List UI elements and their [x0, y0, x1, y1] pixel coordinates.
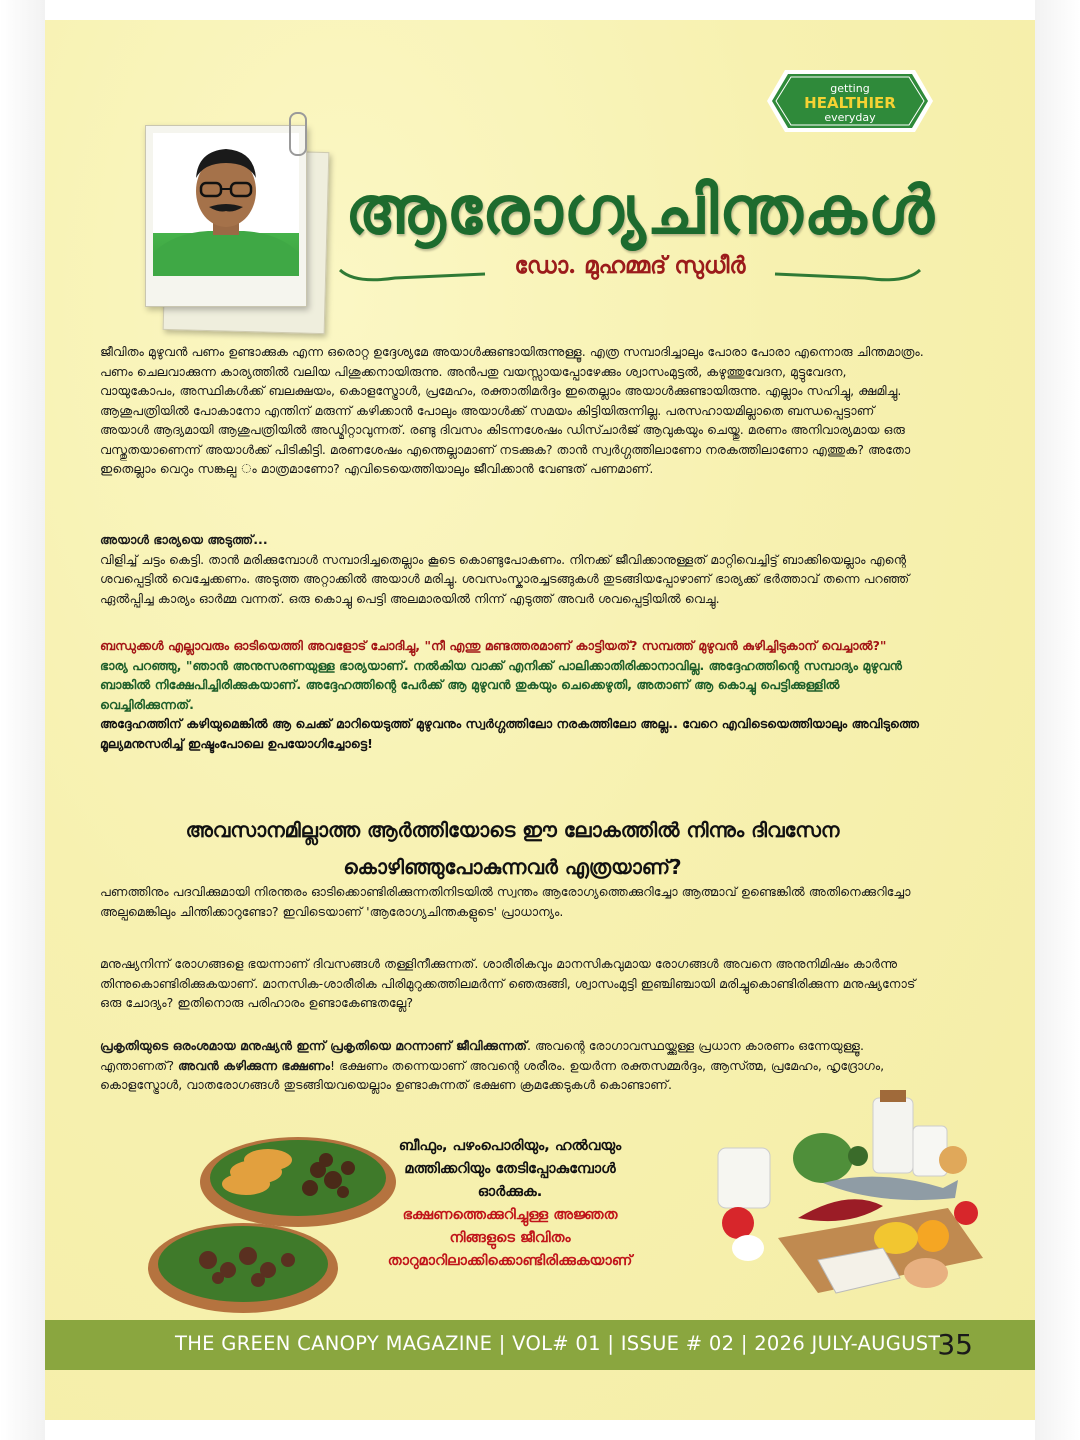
author-portrait	[153, 133, 299, 276]
fifth-text-b: ! ഭക്ഷണം തന്നെയാണ് അവന്റെ ശരീരം. ഉയർന്ന രക്തസമ്മർദ്ദം, ആസ്ത്മ, പ്രമേഹം, ഹൃദ്രോഗം, കൊളസ്ട്രോൾ, വാതരോഗങ്ങൾ തുടങ്ങിയവയെല്ലാം ഉണ്ടാകുന്നത് ഭക്ഷണ ക്രമക്കേടുകൾ കൊണ്ടാണ്.	[100, 1057, 885, 1092]
article-section-5	[100, 1036, 925, 1095]
dialogue-block	[100, 636, 925, 753]
healthy-food-image	[708, 1088, 993, 1320]
wife-answer: ഭാര്യ പറഞ്ഞു, "ഞാൻ അനുസരണയുള്ള ഭാര്യയാണ്. നൽകിയ വാക്ക് എനിക്ക് പാലിക്കാതിരിക്കാനാവില്ല. അദ്ദേഹത്തിന്റെ സമ്പാദ്യം മുഴുവൻ ബാങ്കിൽ നിക്ഷേപിച്ചിരിക്കുകയാണ്. അദ്ദേഹത്തിന്റെ പേർക്ക് ആ മുഴുവൻ തുകയും ചെക്കെഴുതി, അതാണ് ആ കൊച്ചു പെട്ടിക്കുള്ളിൽ വെച്ചിരിക്കുന്നത്.	[100, 657, 903, 712]
healthier-badge	[765, 68, 935, 134]
callout-line5: നിങ്ങളുടെ ജീവിതം	[449, 1230, 571, 1246]
author-row	[335, 248, 925, 288]
badge-line3: everyday	[824, 111, 876, 124]
callout-line6: താറുമാറിലാക്കിക്കൊണ്ടിരിക്കുകയാണ്	[387, 1253, 633, 1269]
page-title: ആരോഗ്യചിന്തകൾ	[345, 171, 935, 249]
food-statement: അവൻ കഴിക്കുന്ന ഭക്ഷണം	[178, 1057, 331, 1073]
author-photo	[145, 125, 307, 307]
highlight-question	[100, 812, 925, 886]
relatives-question: ബന്ധുക്കൾ എല്ലാവരും ഓടിയെത്തി അവളോട് ചോദിച്ചു, "നീ എന്തു മണ്ടത്തരമാണ് കാട്ടിയത്? സമ്പത്ത് മുഴുവൻ കുഴിച്ചിടുകാന് വെച്ചാൽ?"	[100, 638, 887, 653]
callout-line2: മത്തിക്കറിയും തേടിപ്പോകുമ്പോൾ	[404, 1161, 616, 1177]
left-margin	[0, 0, 45, 1440]
highlight-question-line2: കൊഴിഞ്ഞുപോകുന്നവർ എത്രയാണ്?	[343, 855, 682, 879]
article-section-3	[100, 882, 925, 921]
article-section-4	[100, 954, 925, 1013]
section-subheading: അയാൾ ഭാര്യയെ അടുത്ത്...	[100, 532, 268, 547]
article-intro	[100, 342, 925, 479]
author-name: ഡോ. മുഹമ്മദ് സുധീർ	[514, 252, 746, 279]
fifth-paragraph	[100, 1036, 925, 1095]
badge-line1: getting	[830, 82, 870, 95]
food-warning-callout	[350, 1135, 670, 1273]
portrait-illustration	[153, 133, 299, 276]
nature-statement: പ്രകൃതിയുടെ ഒരംശമായ മനുഷ്യൻ ഇന്ന് പ്രകൃതിയെ മറന്നാണ് ജീവിക്കുന്നത്	[100, 1038, 528, 1053]
third-paragraph: പണത്തിനും പദവിക്കുമായി നിരന്തരം ഓടിക്കൊണ്ടിരിക്കുന്നതിനിടയിൽ സ്വന്തം ആരോഗ്യത്തെക്കുറിച്ചോ ആത്മാവ് ഉണ്ടെങ്കിൽ അതിനെക്കുറിച്ചോ അല്പമെങ്കിലും ചിന്തിക്കാറുണ്ടോ? ഇവിടെയാണ് 'ആരോഗ്യചിന്തകളുടെ' പ്രാധാന്യം.	[100, 884, 911, 919]
footer-bar	[45, 1320, 1035, 1370]
intro-paragraph: ജീവിതം മുഴുവൻ പണം ഉണ്ടാക്കുക എന്ന ഒരൊറ്റ ഉദ്ദേശ്യമേ അയാൾക്കുണ്ടായിരുന്നുള്ളൂ. എത്ര സമ്പാദിച്ചാലും പോരാ പോരാ എന്നൊരു ചിന്തമാത്രം. പണം ചെലവാക്കുന്ന കാര്യത്തിൽ വലിയ പിശുക്കനായിരുന്നു. അൻപതു വയസ്സായപ്പോഴേക്കും ശ്വാസംമുട്ടൽ, കഴുത്തുവേദന, മുട്ടുവേദന, വായുകോപം, അസ്ഥികൾക്ക് ബലക്ഷയം, കൊളസ്ട്രോൾ, പ്രമേഹം, രക്താതിമർദ്ദം ഇതെല്ലാം അയാൾക്കുണ്ടായിരുന്നു. എല്ലാം സഹിച്ചു, ക്ഷമിച്ചു. ആശുപത്രിയിൽ പോകാനോ എന്തിന് മരുന്ന് കഴിക്കാൻ പോലും അയാൾക്ക് സമയം കിട്ടിയിരുന്നില്ല. പരസഹായമില്ലാതെ ബന്ധപ്പെട്ടാണ് അയാൾ ആദ്യമായി ആശുപത്രിയിൽ അഡ്മിറ്റാവുന്നത്. രണ്ടു ദിവസം കിടന്നശേഷം ഡിസ്ചാർജ് ആവുകയും ചെയ്തു. മരണം അനിവാര്യമായ ഒരു വസ്തുതയാണെന്ന് അയാൾക്ക് പിടികിട്ടി. മരണശേഷം എന്തെല്ലാമാണ് നടക്കുക? താൻ സ്വർഗ്ഗത്തിലാണോ നരകത്തിലാണോ എത്തുക? അതോ ഇതെല്ലാം വെറും സങ്കല്പ ം മാത്രമാണോ? എവിടെയെത്തിയാലും ജീവിക്കാൻ വേണ്ടത് പണമാണ്.	[100, 344, 924, 476]
magazine-info: THE GREEN CANOPY MAGAZINE | VOL# 01 | ISSUE # 02 | 2026 JULY-AUGUST	[175, 1332, 941, 1355]
callout-line1: ബീഫും, പഴംപൊരിയും, ഹൽവയും	[398, 1138, 622, 1154]
callout-line4: ഭക്ഷണത്തെക്കുറിച്ചുള്ള അജ്ഞത	[402, 1207, 618, 1223]
header	[330, 170, 950, 250]
fifth-text-a: . അവന്റെ രോഗാവസ്ഥയ്ക്കുള്ള പ്രധാന കാരണം ഒന്നേയുള്ളൂ. എന്താണത്?	[100, 1038, 864, 1073]
second-paragraph: വിളിച്ച് ചട്ടം കെട്ടി. താൻ മരിക്കുമ്പോൾ സമ്പാദിച്ചതെല്ലാം കൂടെ കൊണ്ടുപോകണം. നിനക്ക് ജീവിക്കാനുള്ളത് മാറ്റിവെച്ചിട്ട് ബാക്കിയെല്ലാം എന്റെ ശവപ്പെട്ടിൽ വെച്ചേക്കണം. അടുത്ത അറ്റാക്കിൽ അയാൾ മരിച്ചു. ശവസംസ്കാരച്ചടങ്ങുകൾ തുടങ്ങിയപ്പോഴാണ് ഭാര്യക്ക് ഭർത്താവ് തന്നെ പറഞ്ഞ് ഏൽപ്പിച്ച കാര്യം ഓർമ്മ വന്നത്. ഒരു കൊച്ചു പെട്ടി അലമാരയിൽ നിന്ന് എടുത്ത് അവർ ശവപ്പെട്ടിയിൽ വെച്ചു.	[100, 551, 910, 606]
article-section-2	[100, 530, 925, 608]
closing-remark: അദ്ദേഹത്തിന് കഴിയുമെങ്കിൽ ആ ചെക്ക് മാറിയെടുത്ത് മുഴുവനും സ്വർഗ്ഗത്തിലോ നരകത്തിലോ അല്ല.. വേറെ എവിടെയെത്തിയാലും അവിടുത്തെ മൂല്യമനുസരിച്ച് ഇഷ്ടംപോലെ ഉപയോഗിച്ചോട്ടെ!	[100, 716, 920, 751]
highlight-question-line1: അവസാനമില്ലാത്ത ആർത്തിയോടെ ഈ ലോകത്തിൽ നിന്നും ദിവസേന	[185, 818, 840, 842]
page-number: 35	[937, 1328, 973, 1361]
right-margin	[1035, 0, 1080, 1440]
badge-line2: HEALTHIER	[804, 94, 896, 112]
paperclip-icon	[289, 112, 307, 156]
callout-line3: ഓർക്കുക.	[477, 1184, 543, 1200]
fourth-paragraph: മനുഷ്യനിന്ന് രോഗങ്ങളെ ഭയന്നാണ് ദിവസങ്ങൾ തള്ളിനീക്കുന്നത്. ശാരീരികവും മാനസികവുമായ രോഗങ്ങൾ അവനെ അനുനിമിഷം കാർന്നു തിന്നുകൊണ്ടിരിക്കുകയാണ്. മാനസിക-ശാരീരിക പിരിമുറുക്കത്തിലമർന്ന് ഞെരുങ്ങി, ശ്വാസംമുട്ടി ഇഞ്ചിഞ്ചായി മരിച്ചുകൊണ്ടിരിക്കുന്ന മനുഷ്യനോട് ഒരു ചോദ്യം? ഇതിനൊരു പരിഹാരം ഉണ്ടാകേണ്ടതല്ലേ?	[100, 956, 916, 1010]
